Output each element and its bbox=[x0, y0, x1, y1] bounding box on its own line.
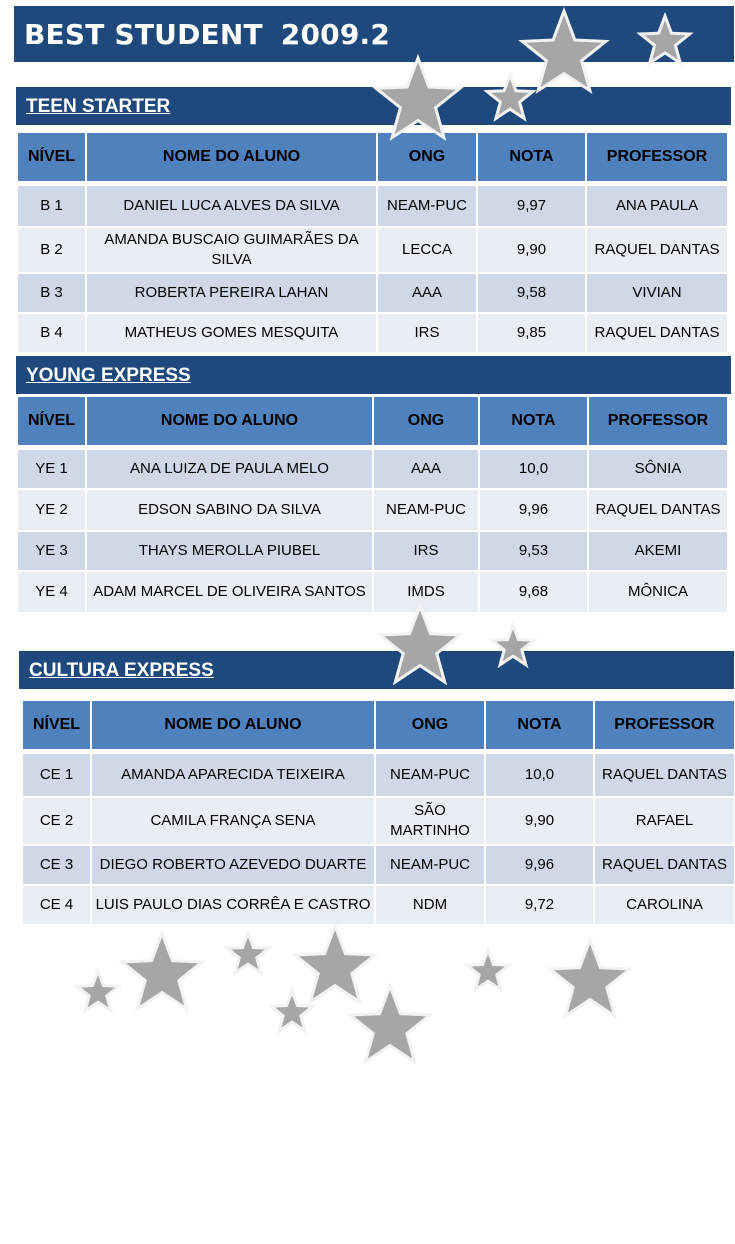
cell-professor: CAROLINA bbox=[595, 886, 734, 924]
cell-professor: MÔNICA bbox=[589, 572, 727, 612]
header-nivel: NÍVEL bbox=[18, 133, 85, 184]
star-icon bbox=[77, 971, 119, 1011]
table-row bbox=[18, 490, 727, 530]
header-ong: ONG bbox=[378, 133, 476, 184]
cell-nota: 9,96 bbox=[486, 846, 593, 884]
cell-nota: 9,96 bbox=[480, 490, 587, 530]
section-title: CULTURA EXPRESS bbox=[29, 660, 214, 681]
cell-professor: AKEMI bbox=[589, 532, 727, 570]
cell-nivel: CE 4 bbox=[23, 886, 90, 924]
header-nivel: NÍVEL bbox=[23, 701, 90, 752]
cell-ong: AAA bbox=[378, 274, 476, 312]
table-row bbox=[23, 798, 734, 844]
cell-nivel: YE 2 bbox=[18, 490, 85, 530]
cell-nivel: B 4 bbox=[18, 314, 85, 352]
table-young-express bbox=[16, 395, 729, 614]
cell-aluno: AMANDA BUSCAIO GUIMARÃES DA SILVA bbox=[87, 228, 376, 272]
star-icon bbox=[467, 950, 509, 990]
header-nome-do-aluno: NOME DO ALUNO bbox=[87, 133, 376, 184]
cell-nota: 9,97 bbox=[478, 186, 585, 226]
cell-nota: 9,68 bbox=[480, 572, 587, 612]
cell-aluno: CAMILA FRANÇA SENA bbox=[92, 798, 374, 844]
cell-aluno: DIEGO ROBERTO AZEVEDO DUARTE bbox=[92, 846, 374, 884]
page-title bbox=[14, 6, 734, 62]
cell-professor: SÔNIA bbox=[589, 450, 727, 488]
cell-nivel: CE 3 bbox=[23, 846, 90, 884]
header-nome-do-aluno: NOME DO ALUNO bbox=[92, 701, 374, 752]
cell-aluno: ANA LUIZA DE PAULA MELO bbox=[87, 450, 372, 488]
star-icon bbox=[295, 926, 375, 1002]
section-bar-young-express bbox=[16, 356, 731, 394]
cell-nota: 9,85 bbox=[478, 314, 585, 352]
section-bar-teen-starter bbox=[16, 87, 731, 125]
table-row bbox=[18, 314, 727, 352]
cell-nivel: B 2 bbox=[18, 228, 85, 272]
table-row bbox=[18, 228, 727, 272]
header-nome-do-aluno: NOME DO ALUNO bbox=[87, 397, 372, 448]
cell-ong: IMDS bbox=[374, 572, 478, 612]
table-cultura-express bbox=[21, 699, 735, 926]
section-title: TEEN STARTER bbox=[26, 96, 171, 117]
cell-aluno: ROBERTA PEREIRA LAHAN bbox=[87, 274, 376, 312]
cell-nivel: YE 1 bbox=[18, 450, 85, 488]
table-row bbox=[23, 754, 734, 796]
header-ong: ONG bbox=[374, 397, 478, 448]
cell-ong: NEAM-PUC bbox=[378, 186, 476, 226]
cell-aluno: LUIS PAULO DIAS CORRÊA E CASTRO bbox=[92, 886, 374, 924]
cell-nota: 9,72 bbox=[486, 886, 593, 924]
cell-professor: RAFAEL bbox=[595, 798, 734, 844]
cell-nota: 9,53 bbox=[480, 532, 587, 570]
section-title: YOUNG EXPRESS bbox=[26, 365, 191, 386]
header-professor: PROFESSOR bbox=[587, 133, 727, 184]
cell-ong: NEAM-PUC bbox=[374, 490, 478, 530]
cell-nota: 9,90 bbox=[478, 228, 585, 272]
cell-ong: NEAM-PUC bbox=[376, 846, 484, 884]
header-nivel: NÍVEL bbox=[18, 397, 85, 448]
cell-aluno: THAYS MEROLLA PIUBEL bbox=[87, 532, 372, 570]
star-icon bbox=[122, 933, 202, 1009]
cell-nota: 10,0 bbox=[486, 754, 593, 796]
cell-professor: RAQUEL DANTAS bbox=[589, 490, 727, 530]
header-professor: PROFESSOR bbox=[589, 397, 727, 448]
table-row bbox=[23, 886, 734, 924]
cell-nivel: CE 1 bbox=[23, 754, 90, 796]
title-year: 2009.2 bbox=[280, 18, 391, 51]
title-label: BEST STUDENT bbox=[24, 18, 263, 51]
table-row bbox=[18, 572, 727, 612]
cell-nota: 9,58 bbox=[478, 274, 585, 312]
cell-aluno: DANIEL LUCA ALVES DA SILVA bbox=[87, 186, 376, 226]
cell-professor: RAQUEL DANTAS bbox=[587, 314, 727, 352]
table-row bbox=[23, 846, 734, 884]
cell-nivel: B 1 bbox=[18, 186, 85, 226]
cell-nivel: B 3 bbox=[18, 274, 85, 312]
cell-aluno: MATHEUS GOMES MESQUITA bbox=[87, 314, 376, 352]
table-header-row bbox=[23, 701, 734, 752]
cell-ong: NEAM-PUC bbox=[376, 754, 484, 796]
cell-nivel: CE 2 bbox=[23, 798, 90, 844]
cell-nivel: YE 3 bbox=[18, 532, 85, 570]
header-nota: NOTA bbox=[486, 701, 593, 752]
star-icon bbox=[350, 986, 430, 1062]
table-row bbox=[18, 532, 727, 570]
cell-nota: 9,90 bbox=[486, 798, 593, 844]
cell-ong: IRS bbox=[378, 314, 476, 352]
star-icon bbox=[550, 940, 630, 1016]
cell-ong: AAA bbox=[374, 450, 478, 488]
header-nota: NOTA bbox=[478, 133, 585, 184]
star-icon bbox=[227, 933, 269, 973]
cell-ong: LECCA bbox=[378, 228, 476, 272]
table-header-row bbox=[18, 133, 727, 184]
section-bar-cultura-express bbox=[19, 651, 734, 689]
cell-professor: RAQUEL DANTAS bbox=[595, 754, 734, 796]
cell-professor: RAQUEL DANTAS bbox=[595, 846, 734, 884]
cell-ong: SÃO MARTINHO bbox=[376, 798, 484, 844]
cell-professor: RAQUEL DANTAS bbox=[587, 228, 727, 272]
header-nota: NOTA bbox=[480, 397, 587, 448]
cell-nivel: YE 4 bbox=[18, 572, 85, 612]
cell-aluno: EDSON SABINO DA SILVA bbox=[87, 490, 372, 530]
table-row bbox=[18, 274, 727, 312]
header-professor: PROFESSOR bbox=[595, 701, 734, 752]
cell-professor: ANA PAULA bbox=[587, 186, 727, 226]
header-ong: ONG bbox=[376, 701, 484, 752]
cell-ong: NDM bbox=[376, 886, 484, 924]
cell-aluno: AMANDA APARECIDA TEIXEIRA bbox=[92, 754, 374, 796]
table-row bbox=[18, 450, 727, 488]
cell-aluno: ADAM MARCEL DE OLIVEIRA SANTOS bbox=[87, 572, 372, 612]
table-row bbox=[18, 186, 727, 226]
cell-nota: 10,0 bbox=[480, 450, 587, 488]
cell-ong: IRS bbox=[374, 532, 478, 570]
cell-professor: VIVIAN bbox=[587, 274, 727, 312]
table-teen-starter bbox=[16, 131, 729, 354]
table-header-row bbox=[18, 397, 727, 448]
star-icon bbox=[271, 991, 313, 1031]
